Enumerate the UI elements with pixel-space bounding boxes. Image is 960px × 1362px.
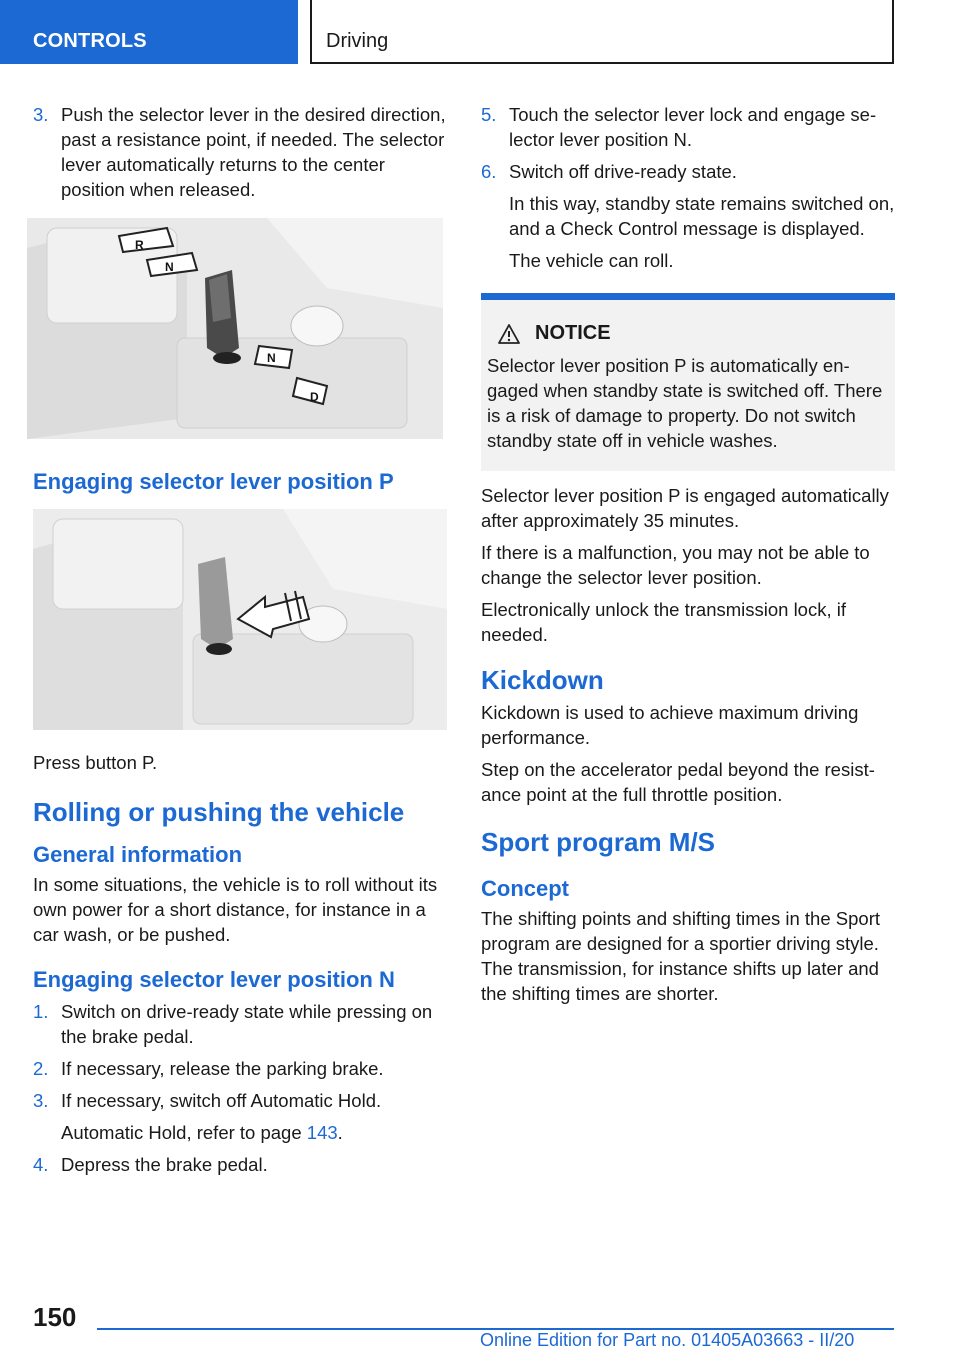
subheading-general-info: General information xyxy=(33,842,243,867)
chapter-title: Driving xyxy=(326,30,389,52)
press-p-instruction: Press button P. xyxy=(33,752,158,773)
section-title: CONTROLS xyxy=(33,30,147,52)
selector-lever-shift-image xyxy=(27,218,443,439)
step-text: Switch on drive-ready state while pressing on the brake pedal. xyxy=(61,1001,433,1047)
shift-pattern-illustration xyxy=(27,218,443,439)
subheading-engage-n: Engaging selector lever position N xyxy=(33,967,395,992)
notice-body: Selector lever position P is automatically engaged when standby state is switched off. There is a risk of damage to property. Do not switch standby state off in vehicle washes. xyxy=(487,355,883,451)
warning-triangle-icon xyxy=(497,323,521,345)
list-item xyxy=(33,102,447,202)
list-item xyxy=(481,159,895,184)
step-number: 2. xyxy=(33,1058,49,1079)
p-button-illustration xyxy=(33,509,447,730)
step-number: 4. xyxy=(33,1154,49,1175)
step-text: If necessary, switch off Automatic Hold. xyxy=(61,1090,382,1111)
section-heading-sport-program: Sport program M/S xyxy=(481,827,716,857)
notice-box xyxy=(481,293,895,471)
step-number: 3. xyxy=(33,1090,49,1111)
section-tab xyxy=(0,0,298,64)
section-heading-rolling: Rolling or pushing the vehicle xyxy=(33,797,405,827)
notice-header xyxy=(487,322,889,345)
gear-label-n-bottom: N xyxy=(267,351,276,365)
left-column xyxy=(33,102,447,1184)
step-text: Push the selector lever in the desired direction, past a resistance point, if needed. The selector lever automatically returns to the center position when released. xyxy=(61,104,446,200)
subheading-concept: Concept xyxy=(481,876,569,901)
step-text: Switch off drive-ready state. xyxy=(509,161,737,182)
edition-text: Online Edition for Part no. 01405A03663 - II/20 xyxy=(480,1330,855,1350)
general-info-text: In some situations, the vehicle is to roll without its own power for a short distance, for instance in a car wash, or be pushed. xyxy=(33,874,438,945)
step-number: 5. xyxy=(481,104,497,125)
reference-text: Automatic Hold, refer to page xyxy=(61,1122,307,1143)
roll-note: The vehicle can roll. xyxy=(509,250,674,271)
step-number: 3. xyxy=(33,104,49,125)
press-p-button-image xyxy=(33,509,447,730)
list-item xyxy=(481,102,895,152)
step-text: If necessary, release the parking brake. xyxy=(61,1058,384,1079)
kickdown-step: Step on the accelerator pedal beyond the resistance point at the full throttle position. xyxy=(481,759,875,805)
gear-label-d: D xyxy=(310,390,319,404)
section-heading-engage-p: Engaging selector lever position P xyxy=(33,469,394,494)
list-item xyxy=(33,1088,447,1113)
auto-hold-reference xyxy=(33,1120,447,1145)
gear-label-n-top: N xyxy=(165,260,174,274)
notice-title: NOTICE xyxy=(535,322,611,344)
standby-note: In this way, standby state remains switched on, and a Check Control message is displayed. xyxy=(509,193,895,239)
list-item xyxy=(33,1056,447,1081)
gear-label-r: R xyxy=(135,238,144,252)
section-heading-kickdown: Kickdown xyxy=(481,665,604,695)
page-link-143[interactable]: 143 xyxy=(306,1122,338,1143)
reference-suffix: . xyxy=(337,1122,343,1143)
step-text: Depress the brake pedal. xyxy=(61,1154,268,1175)
kickdown-text: Kickdown is used to achieve maximum driving performance. xyxy=(481,702,859,748)
p-auto-engage-text: Selector lever position P is engaged automatically after approximately 35 minutes. xyxy=(481,485,889,531)
step-text: Touch the selector lever lock and engage selector lever position N. xyxy=(509,104,877,150)
list-item xyxy=(33,1152,447,1177)
list-item xyxy=(33,999,447,1049)
step-number: 1. xyxy=(33,1001,49,1022)
right-column xyxy=(481,102,895,1013)
malfunction-text: If there is a malfunction, you may not be able to change the selector lever position. xyxy=(481,542,870,588)
page-number: 150 xyxy=(33,1302,77,1332)
unlock-text: Electronically unlock the transmission lock, if needed. xyxy=(481,599,847,645)
chapter-tab xyxy=(310,0,894,64)
concept-text: The shifting points and shifting times in the Sport program are designed for a sportier driving style. The transmission, for instance shifts up later and the shifting times are shorter. xyxy=(481,908,880,1004)
step-number: 6. xyxy=(481,161,497,182)
